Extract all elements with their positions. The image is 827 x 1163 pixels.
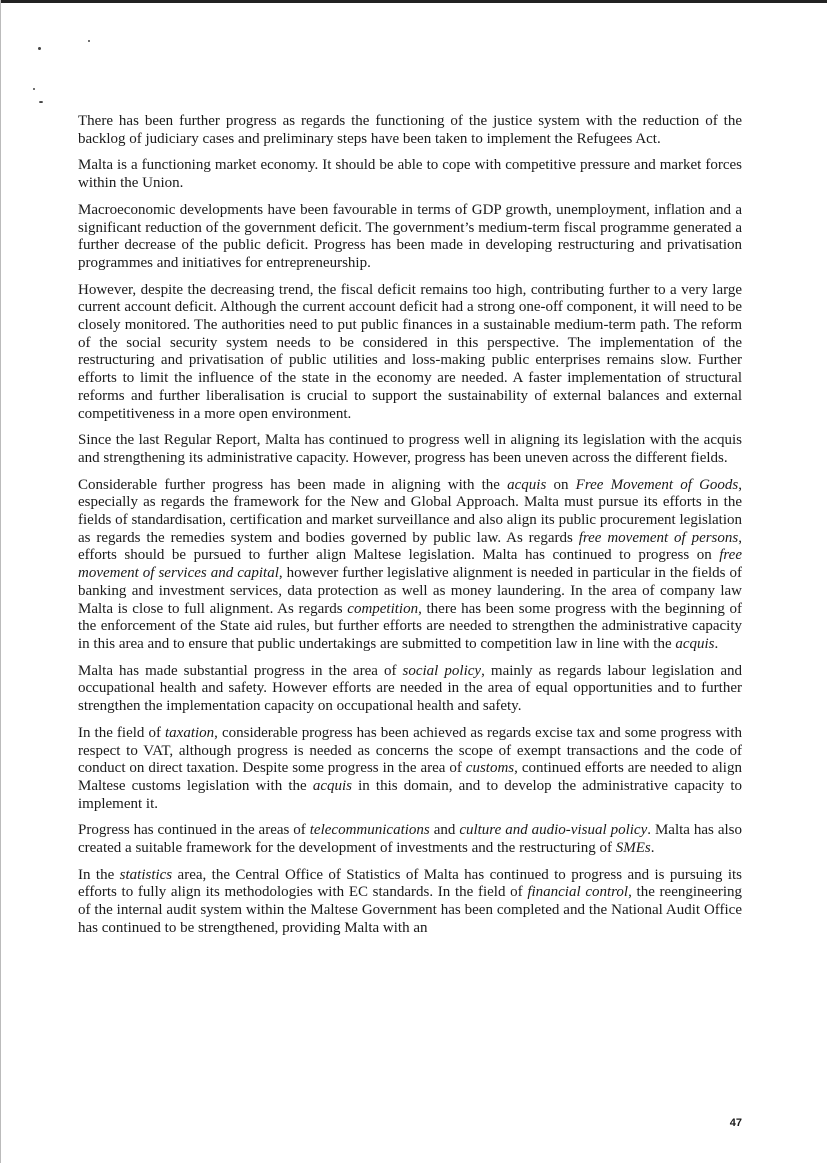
text-run: Since the last Regular Report, Malta has continued to progress well in aligning its legislation with the acquis and strengthening its administrative capacity. However, progress has been uneven across the different fields. <box>78 432 742 466</box>
text-run: and <box>429 822 460 839</box>
italic-term: SMEs <box>615 840 651 857</box>
text-run: in this domain, and to develop the administrative capacity to implement it. <box>78 777 742 812</box>
text-run: , continued efforts are needed to align Maltese customs legislation with the <box>78 760 742 794</box>
italic-term: free movement of services and capital <box>78 547 742 582</box>
page-number: 47 <box>729 1117 742 1129</box>
italic-term: customs <box>465 760 515 777</box>
text-run: . <box>650 840 655 857</box>
text-run: Progress has continued in the areas of <box>78 822 310 839</box>
scan-speck <box>33 88 35 90</box>
text-run: , the reengineering of the internal audit system within the Maltese Government has been completed and the National Audit Office has continued to be strengthened, providing Malta with an <box>78 884 743 936</box>
italic-term: Free Movement of Goods <box>575 476 739 493</box>
italic-term: social policy <box>402 662 482 679</box>
text-run: There has been further progress as regards the functioning of the justice system with the reduction of the backlog of judiciary cases and preliminary steps have been taken to implement the Refugees Act. <box>78 113 742 147</box>
italic-term: free movement of persons <box>578 529 739 546</box>
paragraph-free-movement <box>78 477 742 654</box>
italic-term: competition <box>347 600 419 617</box>
text-run: , considerable progress has been achieved as regards excise tax and some progress with respect to VAT, although progress is needed as concerns the scope of exempt transactions and the code of conduct on direct taxation. Despite some progress in the area of <box>78 724 743 777</box>
text-run: Malta is a functioning market economy. It should be able to cope with competitive pressure and market forces within the Union. <box>78 157 742 192</box>
top-border-line <box>0 0 827 3</box>
paragraph-market-economy <box>78 157 742 192</box>
text-run: . Malta has also created a suitable framework for the development of investments and the restructuring of <box>78 822 742 857</box>
italic-term: financial control <box>527 884 629 901</box>
text-run: In the field of <box>78 724 165 741</box>
text-run: In the <box>78 866 120 883</box>
scan-speck <box>38 47 41 50</box>
text-run: . <box>714 635 719 652</box>
italic-term: acquis <box>675 635 715 652</box>
paragraph-statistics-financial-control <box>78 867 742 938</box>
report-body-text <box>78 113 742 947</box>
text-run: on <box>546 476 576 493</box>
text-run: , there has been some progress with the beginning of the enforcement of the State aid rules, but further efforts are needed to strengthen the administrative capacity in this area and to ensure that public undertakings are submitted to competition law in line with the <box>78 600 743 652</box>
italic-term: telecommunications <box>309 822 430 839</box>
text-run: Malta has made substantial progress in the area of <box>78 662 403 679</box>
paragraph-legislative-alignment <box>78 432 742 467</box>
paragraph-telecommunications <box>78 822 742 857</box>
italic-term: acquis <box>312 777 352 794</box>
italic-term: acquis <box>507 476 547 493</box>
italic-term: statistics <box>119 866 173 883</box>
paragraph-taxation-customs <box>78 725 742 814</box>
scan-speck <box>39 101 43 103</box>
paragraph-fiscal-deficit <box>78 282 742 424</box>
italic-term: culture and audio-visual policy <box>459 822 648 839</box>
italic-term: taxation <box>165 724 215 741</box>
text-run: , efforts should be pursued to further align Maltese legislation. Malta has continued to progress on <box>78 529 742 564</box>
paragraph-social-policy <box>78 663 742 716</box>
text-run: , however further legislative alignment is needed in particular in the fields of banking and investment services, data protection as well as money laundering. In the area of company law Malta is close to full alignment. As regards <box>78 565 742 617</box>
paragraph-justice-system <box>78 113 742 148</box>
text-run: However, despite the decreasing trend, the fiscal deficit remains too high, contributing further to a very large current account deficit. Although the current account deficit had a strong one-off component, it will need to be closely monitored. The authorities need to put public finances in a sustainable medium-term path. The reform of the social security system needs to be considered in this perspective. The implementation of the restructuring and privatisation of public utilities and loss-making public enterprises remains slow. Further efforts to limit the influence of the state in the economy are needed. A faster implementation of structural reforms and further liberalisation is crucial to support the sustainability of external balances and external competitiveness in a more open environment. <box>78 281 742 422</box>
text-run: Considerable further progress has been made in aligning with the <box>78 476 508 493</box>
text-run: area, the Central Office of Statistics of Malta has continued to progress and is pursuing its efforts to fully align its methodologies with EC standards. In the field of <box>78 866 742 901</box>
text-run: , mainly as regards labour legislation and occupational health and safety. However efforts are needed in the area of equal opportunities and to further strengthen the implementation capacity on occupational health and safety. <box>78 662 742 715</box>
left-scan-edge <box>0 0 1 1163</box>
scan-speck <box>88 40 90 42</box>
text-run: , especially as regards the framework for the New and Global Approach. Malta must pursue its efforts in the fields of standardisation, certification and market surveillance and also align its public procurement legislation as regards the remedies system and bodies governed by public law. As regards <box>78 476 742 546</box>
paragraph-macroeconomic-developments <box>78 202 742 273</box>
text-run: Macroeconomic developments have been favourable in terms of GDP growth, unemployment, inflation and a significant reduction of the government deficit. The government’s medium-term fiscal programme generated a further decrease of the public deficit. Progress has been made in developing restructuring and privatisation programmes and initiatives for entrepreneurship. <box>78 201 742 271</box>
